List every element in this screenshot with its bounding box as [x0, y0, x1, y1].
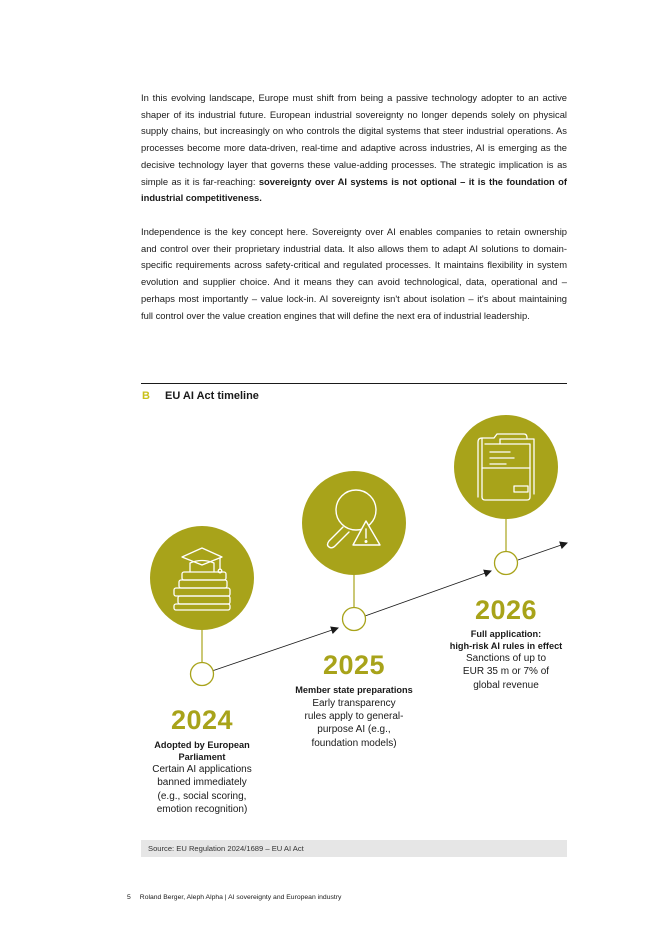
timeline-stage-2026	[454, 415, 558, 575]
timeline-heading-2024-line2: Parliament	[178, 751, 226, 762]
footer-text: Roland Berger, Aleph Alpha | AI sovereignty and European industry	[139, 894, 342, 901]
source-text: Source: EU Regulation 2024/1689 – EU AI Act	[148, 844, 304, 853]
timeline-desc-2026-line3: global revenue	[473, 679, 539, 691]
section-title: EU AI Act timeline	[165, 390, 259, 402]
timeline-year-2026: 2026	[474, 595, 538, 625]
timeline-desc-2026-line1: Sanctions of up to	[465, 653, 547, 664]
timeline-desc-2025-line4: foundation models)	[311, 737, 397, 749]
timeline-desc-2024-line2: banned immediately	[157, 777, 247, 789]
timeline-arrow-3	[518, 543, 567, 560]
timeline-year-2025: 2025	[322, 650, 386, 680]
timeline-desc-2026-line2: EUR 35 m or 7% of	[462, 666, 550, 678]
timeline-heading-2025-line1: Member state preparations	[295, 685, 413, 695]
timeline-heading-2024-line1: Adopted by European	[154, 740, 250, 750]
timeline-text-2024	[132, 740, 272, 817]
timeline-desc-2025-line3: purpose AI (e.g.,	[317, 724, 391, 736]
section-letter: B	[142, 390, 150, 402]
timeline-year-2024: 2024	[170, 705, 234, 735]
page-number: 5	[127, 894, 131, 901]
timeline-node-2024	[191, 663, 214, 686]
source-note	[141, 840, 567, 857]
timeline-node-2025	[343, 608, 366, 631]
independence-paragraph: Independence is the key concept here. Sovereignty over AI enables companies to retain ownership and control over their proprietary industrial data. It also allows them to adapt AI solutions to domain-specific requirements across safety-critical and regulated processes. It maintains flexibility in system evolution and supplier choice. And it means they can avoid technological, data, operational and – perhaps most importantly – value lock-in. AI sovereignty isn't about isolation – it's about maintaining full control over the value creation engines that will define the next era of industrial leadership.	[141, 226, 567, 321]
timeline-desc-2025-line2: rules apply to general-	[304, 710, 404, 722]
intro-paragraph-text: In this evolving landscape, Europe must shift from being a passive technology adopter to an active shaper of its industrial future. European industrial sovereignty no longer depends solely on physical supply chains, but increasingly on who controls the digital systems that steer industrial operations. As processes become more data-driven, real-time and adaptive across industries, AI is emerging as the decisive technology layer that governs these value-adding processes. The strategic implication is as simple as it is far-reaching:	[141, 92, 567, 187]
timeline-text-2025	[279, 685, 429, 750]
timeline-desc-2024-line4: emotion recognition)	[156, 804, 248, 816]
intro-paragraph-emphasis: sovereignty over AI systems is not optional – it is the foundation of industrial competitiveness.	[141, 175, 567, 204]
page-footer	[127, 894, 341, 901]
timeline-node-2026	[495, 552, 518, 575]
timeline-heading-2026-line2: high-risk AI rules in effect	[449, 640, 563, 651]
timeline-desc-2024-line3: (e.g., social scoring,	[157, 790, 247, 802]
timeline-heading-2026-line1: Full application:	[470, 629, 542, 639]
timeline-text-2026	[436, 629, 576, 692]
timeline-desc-2025-line1: Early transparency	[312, 697, 396, 709]
timeline-desc-2024-line1: Certain AI applications	[152, 764, 252, 775]
